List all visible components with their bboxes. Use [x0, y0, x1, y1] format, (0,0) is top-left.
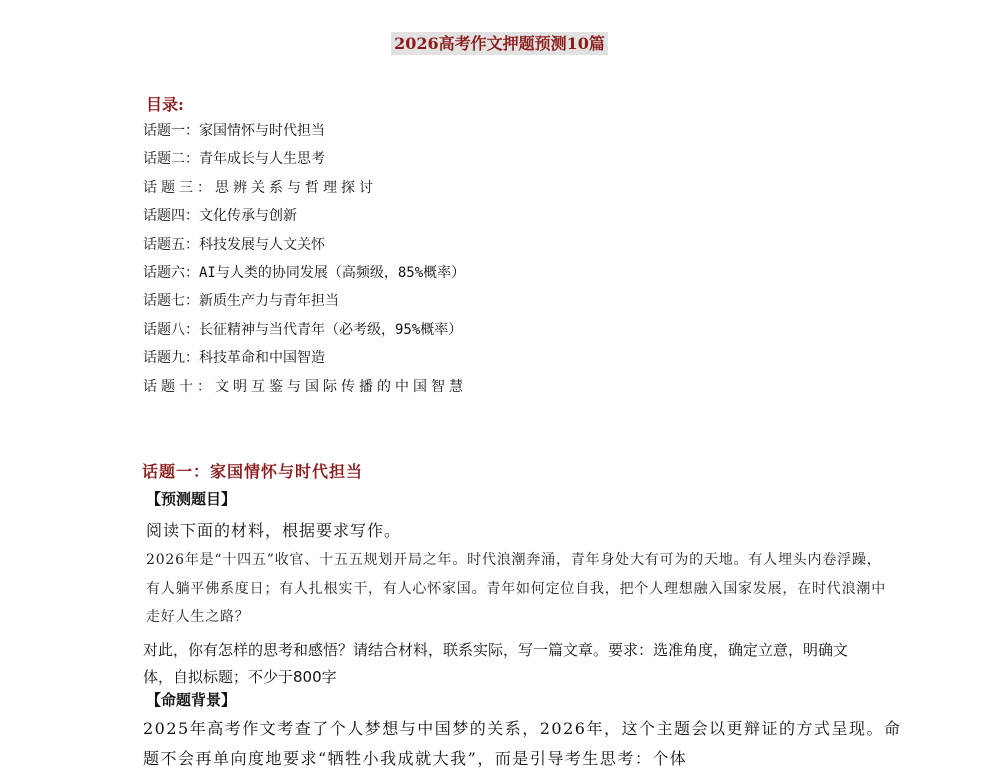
toc-item-6[interactable]: 话题六：AI与人类的协同发展（高频级，85%概率）: [143, 264, 466, 281]
section-1-title: 话题一：家国情怀与时代担当: [142, 462, 364, 481]
toc-item-9[interactable]: 话题九：科技革命和中国智造: [143, 350, 325, 367]
background-paragraph: 2025年高考作文考查了个人梦想与中国梦的关系，2026年，这个主题会以更辩证的方式呈现。命题不会再单向度地要求“牺牲小我成就大我”，而是引导考生思考：个体: [143, 719, 902, 768]
background-heading: 【命题背景】: [146, 691, 237, 709]
toc-item-4[interactable]: 话题四：文化传承与创新: [143, 208, 297, 225]
toc-item-10[interactable]: 话题十：文明互鉴与国际传播的中国智慧: [143, 378, 467, 395]
toc-item-2[interactable]: 话题二：青年成长与人生思考: [143, 151, 325, 168]
toc-item-3[interactable]: 话题三：思辨关系与哲理探讨: [143, 179, 377, 196]
material-paragraph: 2026年是“十四五”收官、十五五规划开局之年。时代浪潮奔涌，青年身处大有可为的天地。有人埋头内卷浮躁，有人躺平佛系度日；有人扎根实干，有人心怀家国。青年如何定位自我，把个人理想融入国家发展，在时代浪潮中走好人生之路？: [146, 552, 886, 625]
requirement-paragraph: 对此，你有怎样的思考和感悟？请结合材料，联系实际，写一篇文章。要求：选准角度，确定立意，明确文体，自拟标题；不少于800字: [143, 641, 849, 686]
toc-item-8[interactable]: 话题八：长征精神与当代青年（必考级，95%概率）: [143, 321, 463, 338]
document-title: [0, 31, 999, 54]
document-title-text: 2026高考作文押题预测10篇: [391, 32, 608, 55]
prediction-heading: 【预测题目】: [146, 490, 237, 508]
toc-item-7[interactable]: 话题七：新质生产力与青年担当: [143, 293, 339, 310]
toc-heading: 目录:: [146, 95, 184, 114]
toc-item-5[interactable]: 话题五：科技发展与人文关怀: [143, 236, 325, 253]
prompt-lead: 阅读下面的材料，根据要求写作。: [146, 521, 402, 540]
toc-item-1[interactable]: 话题一：家国情怀与时代担当: [143, 123, 325, 139]
table-of-contents: [143, 117, 467, 401]
